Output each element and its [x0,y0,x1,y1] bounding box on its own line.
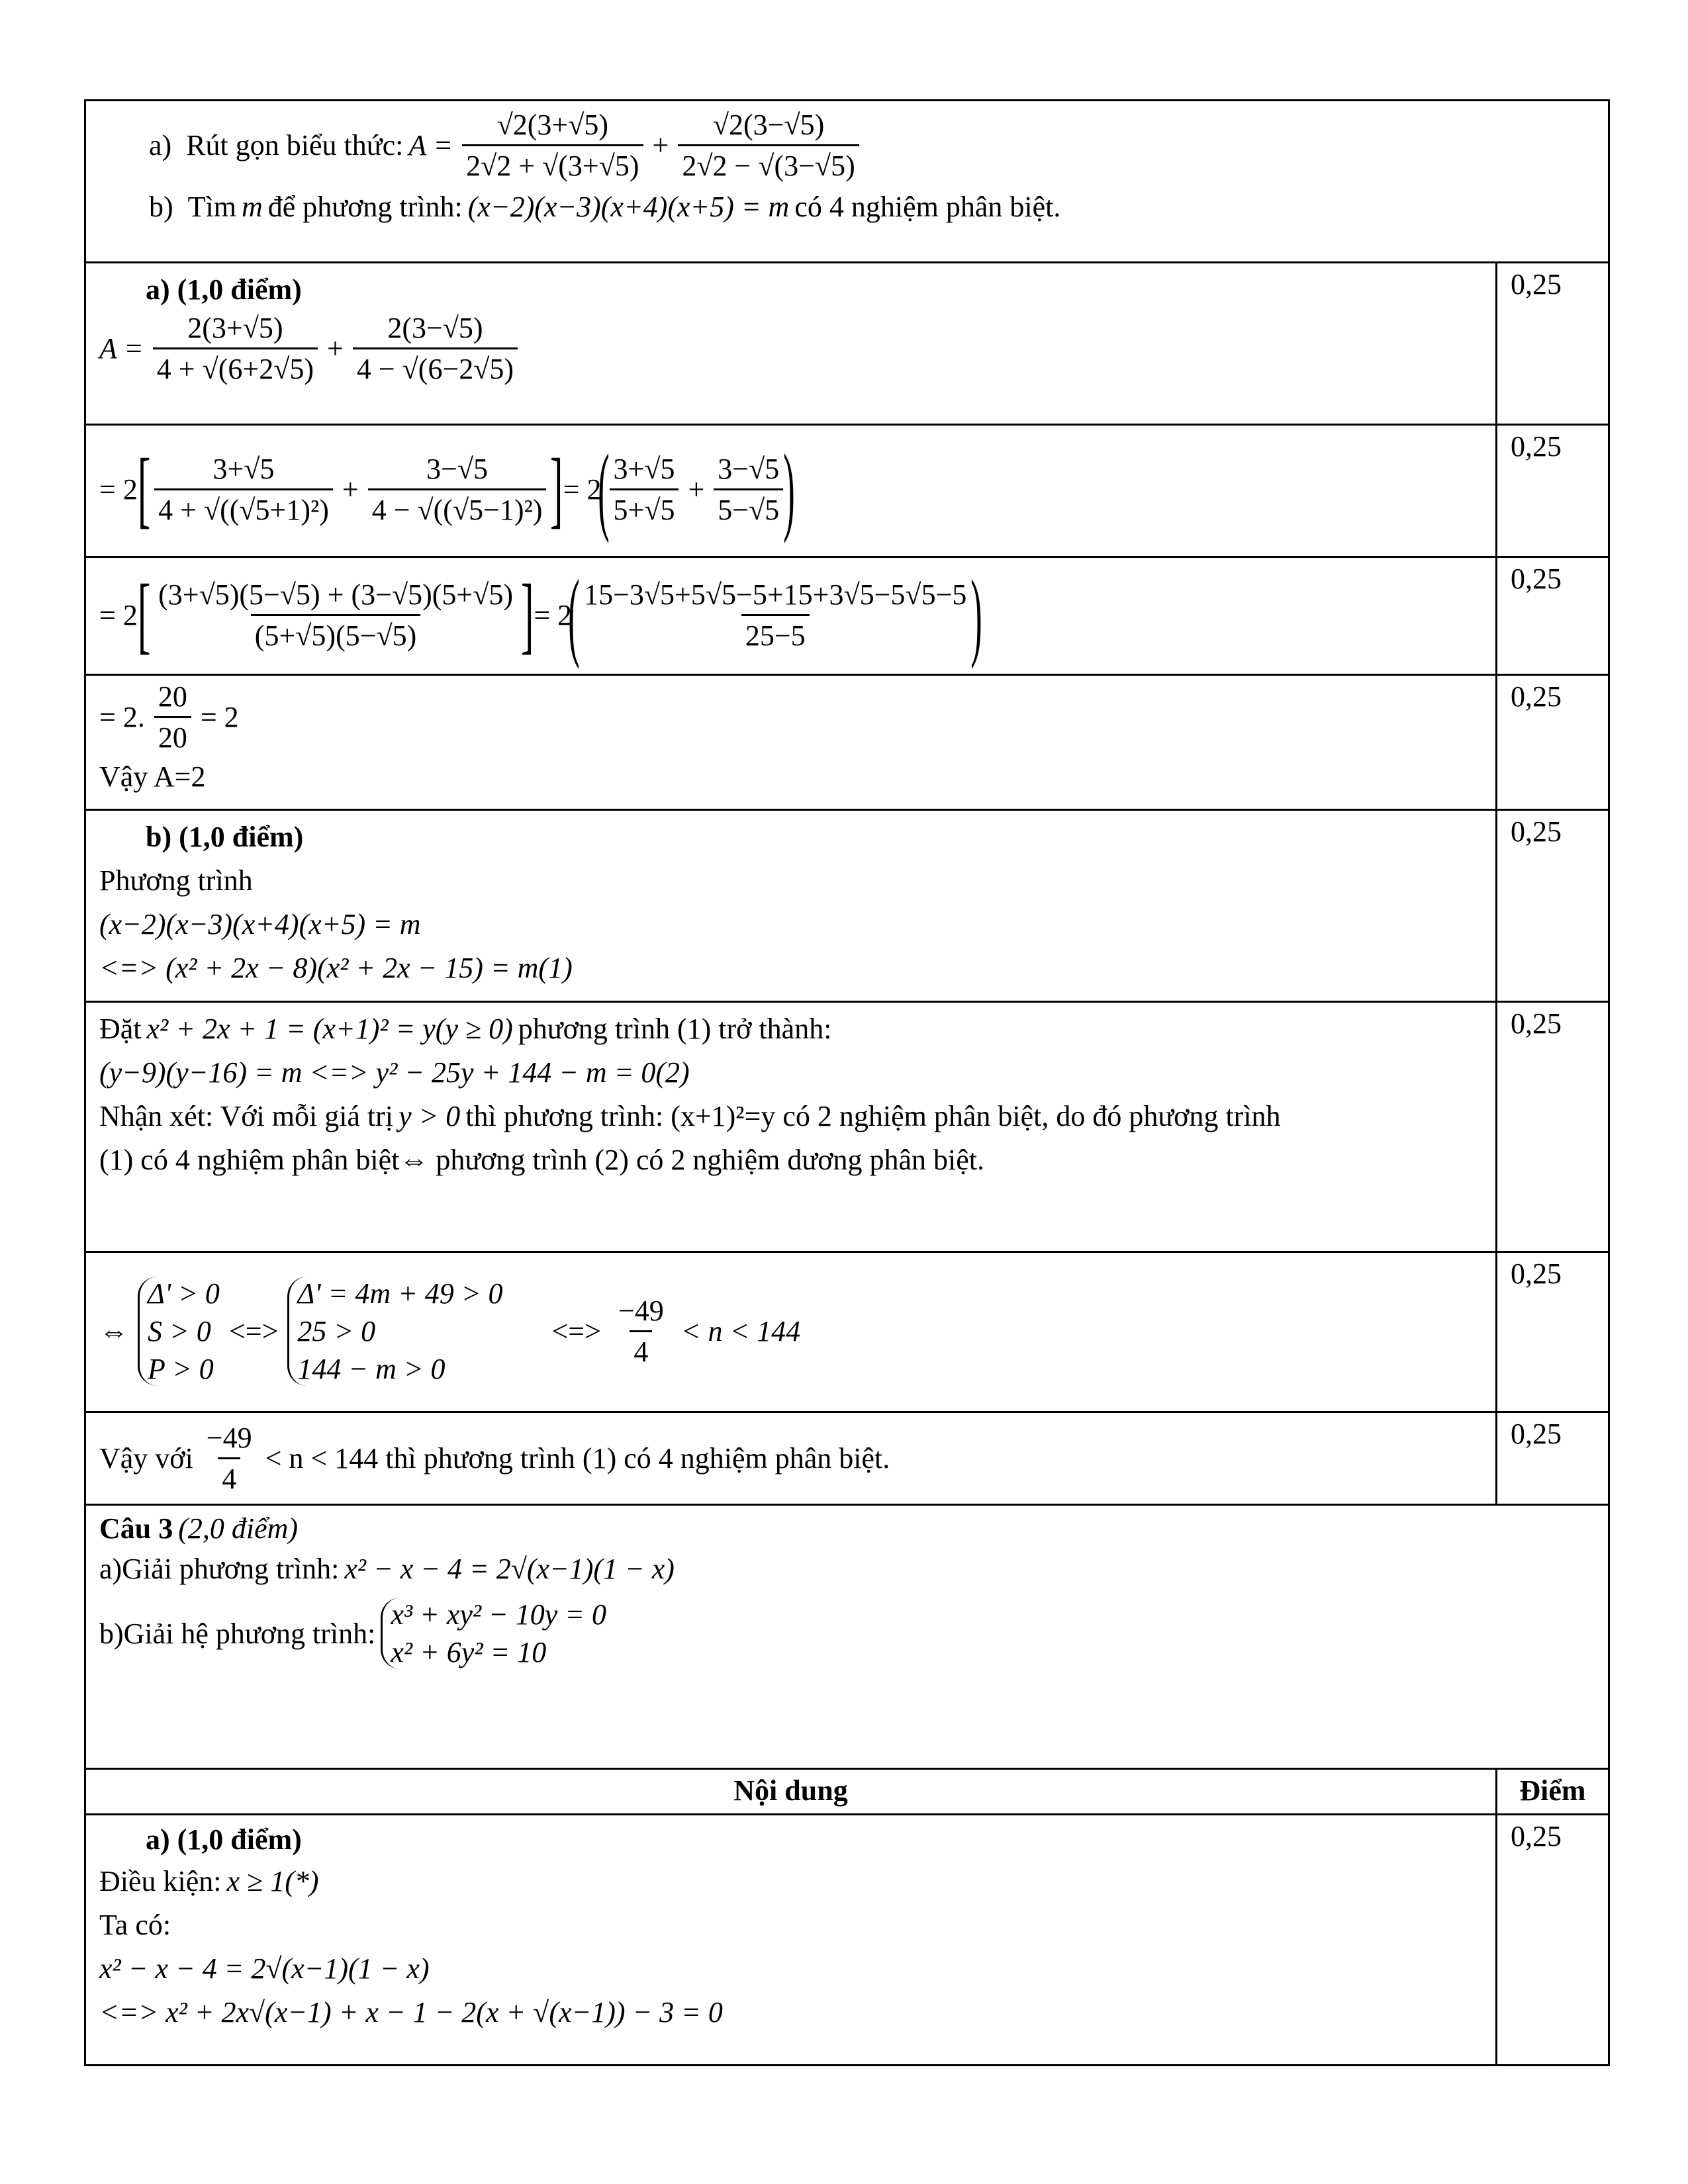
fraction [614,1294,668,1369]
a-equals: A = [99,332,144,365]
plus: + [342,473,359,506]
plus: + [688,473,705,506]
section-heading: b) (1,0 điểm) [146,820,304,853]
question-title: Câu 3 [99,1512,173,1545]
text: Vậy với [99,1442,193,1475]
denominator: 4 − √((√5−1)²) [368,488,547,527]
fraction [580,578,970,653]
part-b-text: Tìm [187,190,236,223]
score: 0,25 [1511,430,1562,463]
fraction [153,311,318,386]
text: Phương trình [99,864,253,897]
section-heading: a) (1,0 điểm) [146,1823,302,1856]
part-b-text: có 4 nghiệm phân biệt. [794,190,1061,223]
condition: 144 − m > 0 [297,1353,445,1385]
fraction [203,1421,256,1496]
solution-row [84,674,1610,809]
a-equals: A = [408,128,453,161]
equation: x² + 6y² = 10 [391,1636,547,1668]
text: Điều kiện: [99,1864,222,1897]
solution-row [84,1251,1610,1411]
fraction [714,452,783,527]
fraction [678,108,859,183]
text: (1) có 4 nghiệm phân biệt⇔ phương trình (2) có 2 nghiệm dương phân biệt. [99,1143,984,1176]
equation: <=> (x² + 2x − 8)(x² + 2x − 15) = m(1) [99,951,573,984]
system-braces [287,1277,502,1386]
denominator: (5+√5)(5−√5) [251,614,421,653]
system-braces [138,1277,220,1386]
expr: = 2 [534,598,573,631]
equation: (x−2)(x−3)(x+4)(x+5) = m [99,907,421,940]
equation: x² − x − 4 = 2√(x−1)(1 − x) [99,1952,430,1985]
paren-open: ( [568,560,580,670]
score: 0,25 [1511,563,1562,595]
numerator: 3−√5 [718,452,780,485]
part-b-text: để phương trình: [267,190,463,223]
bracket-open: [ [137,567,151,662]
text: phương trình (1) trở thành: [518,1012,832,1045]
denominator: 4 [218,1457,240,1496]
fraction [154,680,191,754]
text: < n < 144 thì phương trình (1) có 4 nghiệm phân biệt. [265,1442,890,1475]
solution-row [84,1411,1610,1504]
condition: 25 > 0 [297,1315,376,1347]
numerator: (3+√5)(5−√5) + (3−√5)(5+√5) [158,578,514,611]
numerator: −49 [618,1295,664,1327]
expr: = 2 [99,473,138,506]
denominator: 4 [630,1330,652,1369]
paren-close: ) [783,434,795,544]
equation: < n < 144 [680,1315,801,1347]
text: a)Giải phương trình: [99,1552,340,1585]
numerator: √2(3+√5) [496,108,609,141]
solution-row [84,261,1610,424]
fraction [462,108,643,183]
denominator: 2√2 + √(3+√5) [462,144,643,183]
fraction [353,311,518,386]
equation: y > 0 [399,1099,461,1132]
numerator: 3−√5 [426,452,489,485]
score: 0,25 [1511,1418,1562,1450]
score: 0,25 [1511,1820,1562,1852]
bracket-close: ] [520,567,534,662]
expr: = 2 [563,473,602,506]
equivalence-arrow: <=> [551,1315,601,1347]
numerator: 20 [158,680,187,713]
paren-close: ) [970,560,983,670]
equivalence-arrow: <=> [228,1315,279,1347]
question-points: (2,0 điểm) [178,1512,299,1545]
equation: (x−2)(x−3)(x+4)(x+5) = m [467,190,790,223]
section-heading: a) (1,0 điểm) [146,273,302,306]
condition: Δ' > 0 [148,1277,220,1310]
fraction [368,452,547,527]
plus: + [652,128,669,161]
text: b)Giải hệ phương trình: [99,1617,376,1650]
fraction [154,452,333,527]
score: 0,25 [1511,815,1562,848]
score: 0,25 [1511,268,1562,300]
bracket-open: [ [137,441,151,537]
denominator: 4 + √(6+2√5) [153,347,318,386]
numerator: 3+√5 [212,452,275,485]
equation: x ≥ 1(*) [226,1864,319,1897]
system-braces [381,1598,606,1669]
equation: (y−9)(y−16) = m <=> y² − 25y + 144 − m = 0(2) [99,1056,690,1089]
part-b-label: b) [149,190,173,223]
table-header-row [84,1768,1610,1813]
solution-row [84,809,1610,1001]
text: Đặt [99,1012,142,1045]
expr: = 2 [99,598,138,631]
denominator: 25−5 [741,614,810,653]
denominator: 2√2 − √(3−√5) [678,144,859,183]
text: Ta có: [99,1908,171,1941]
question-3-row [84,1504,1610,1768]
equation: x³ + xy² − 10y = 0 [391,1598,606,1631]
part-a-label: a) [149,128,172,161]
score: 0,25 [1511,1007,1562,1040]
denominator: 20 [154,716,191,754]
condition: Δ' = 4m + 49 > 0 [297,1277,503,1310]
solution-row [84,556,1610,674]
numerator: 15−3√5+5√5−5+15+3√5−5√5−5 [584,578,967,611]
header-score: Điểm [1519,1774,1586,1807]
part-a-text: Rút gọn biểu thức: [186,128,404,161]
plus: + [327,332,344,365]
numerator: −49 [206,1422,252,1454]
answer-table [84,99,1610,2066]
score: 0,25 [1511,1257,1562,1290]
condition: P > 0 [148,1353,214,1385]
variable-m: m [241,190,263,223]
solution-row [84,424,1610,556]
denominator: 4 − √(6−2√5) [353,347,518,386]
denominator: 4 + √((√5+1)²) [154,488,333,527]
fraction [610,452,679,527]
conclusion: Vậy A=2 [99,760,206,793]
expr: = 2. [99,701,145,733]
numerator: 2(3+√5) [187,312,283,344]
bracket-close: ] [550,441,563,537]
equation: x² − x − 4 = 2√(x−1)(1 − x) [344,1552,675,1585]
solution-row [84,1813,1610,2066]
equation: x² + 2x + 1 = (x+1)² = y(y ≥ 0) [146,1012,513,1045]
expr: = 2 [200,701,239,733]
denominator: 5+√5 [610,488,679,527]
numerator: √2(3−√5) [712,108,825,141]
score: 0,25 [1511,680,1562,713]
equation: <=> x² + 2x√(x−1) + x − 1 − 2(x + √(x−1)) − 3 = 0 [99,1995,723,2028]
condition: S > 0 [148,1315,211,1347]
iff-symbol: ⇔ [99,1315,128,1347]
text: thì phương trình: (x+1)²=y có 2 nghiệm phân biệt, do đó phương trình [465,1099,1281,1132]
text: Nhận xét: Với mỗi giá trị [99,1099,394,1132]
denominator: 5−√5 [714,488,783,527]
solution-row [84,1001,1610,1251]
numerator: 3+√5 [613,452,675,485]
paren-open: ( [597,434,610,544]
header-content: Nội dung [733,1774,848,1807]
fraction [154,578,517,653]
numerator: 2(3−√5) [387,312,483,344]
question-2-row [84,99,1610,261]
